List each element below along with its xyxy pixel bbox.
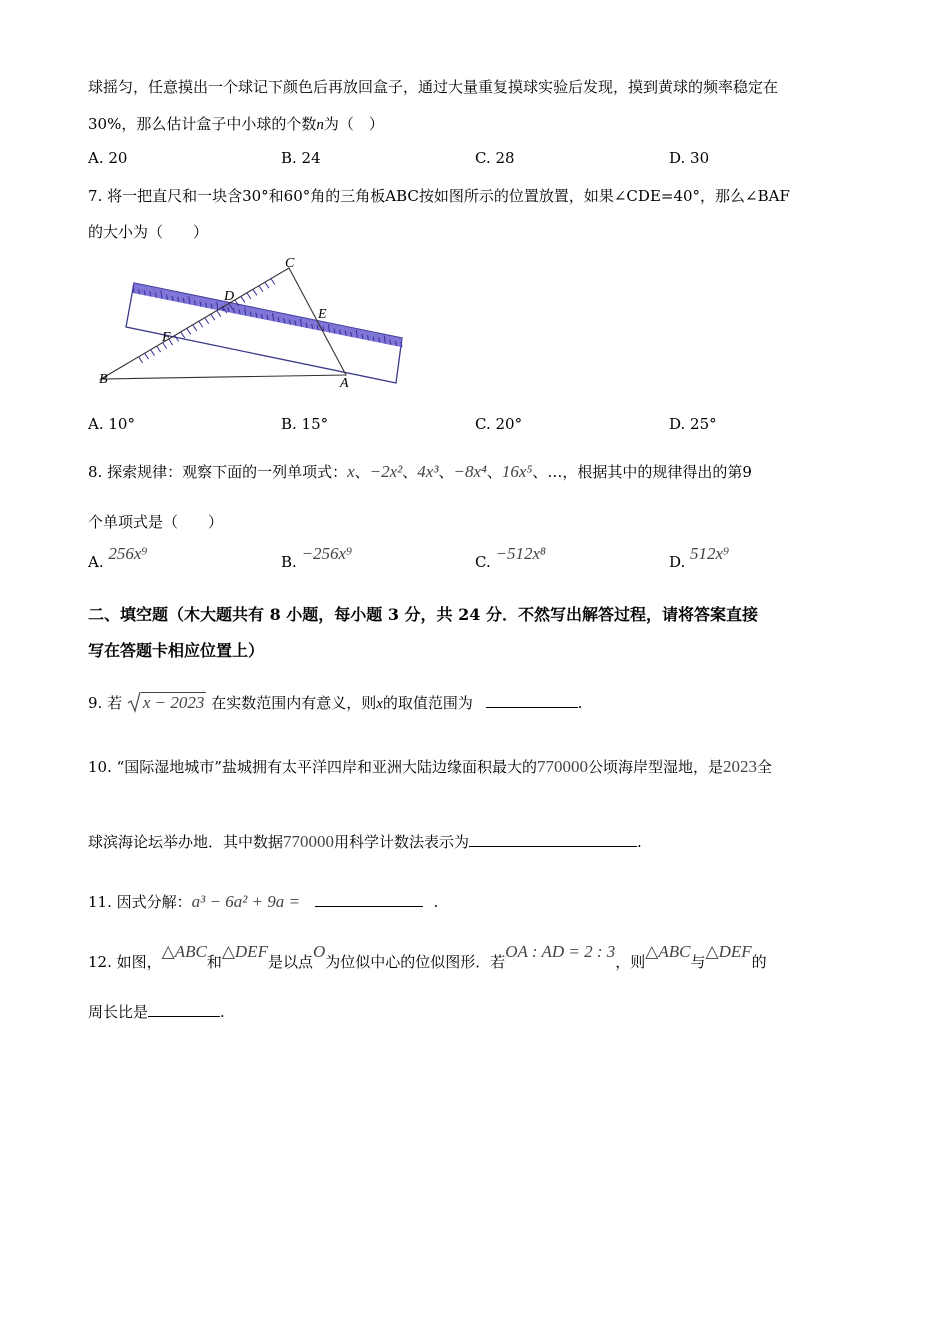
section2-heading-line2: 写在答题卡相应位置上） [88,641,265,660]
q12-line1: 12. 如图，△ABC和△DEF是以点O为位似中心的位似图形．若OA : AD = 2 : 3，则△ABC与△DEF的 [88,942,767,971]
label-e: E [318,307,327,322]
q10-line2: 球滨海论坛举办地．其中数据770000用科学计数法表示为 . [88,832,642,851]
q7-line1: 7. 将一把直尺和一块含30°和60°角的三角板ABC按如图所示的位置放置，如果∠CDE=40°，那么∠BAF [88,187,790,205]
q7-figure [96,255,416,395]
q8-option-b[interactable]: B. −256x⁹ [281,544,353,571]
q8-term: −2x² [369,462,403,481]
q9-line: 9. 若 x − 2023 在实数范围内有意义，则x的取值范围为 . [88,693,583,712]
q11-line: 11. 因式分解：a³ − 6a² + 9a = . [88,892,439,911]
q10-answer-blank[interactable] [469,832,637,847]
q10-line1: 10. “国际湿地城市”盐城拥有太平洋四岸和亚洲大陆边缘面积最大的770000公顷海岸型湿地，是2023全 [88,757,772,776]
label-d: D [224,289,235,304]
q8-term: x [347,462,355,481]
q7-option-b[interactable]: B. 15° [281,415,329,433]
label-f: F [162,330,171,345]
q8-term: … [547,463,563,481]
q6-line1: 球摇匀，任意摸出一个球记下颜色后再放回盒子，通过大量重复摸球实验后发现，摸到黄球的频率稳定在 [88,78,779,96]
q8-term: −8x⁴ [453,462,487,481]
q6-option-a[interactable]: A. 20 [88,149,128,167]
triangle-scale-tick [241,296,245,302]
label-b: B [99,372,108,387]
triangle-scale-tick [253,289,257,295]
triangle-scale-tick [247,293,251,299]
q11-answer-blank[interactable] [315,892,423,907]
q12-answer-blank[interactable] [148,1002,220,1017]
q8-term: 16x⁵ [501,462,533,481]
q7-option-c[interactable]: C. 20° [475,415,523,433]
q8-term: 4x³ [417,462,439,481]
q8-option-a[interactable]: A. 256x⁹ [88,544,148,571]
q8-option-c[interactable]: C. −512x⁸ [475,544,546,571]
q9-answer-blank[interactable] [486,693,578,708]
triangle-scale-tick [145,353,149,359]
q7-option-a[interactable]: A. 10° [88,415,135,433]
label-c: C [285,256,295,271]
triangle-scale-tick [265,282,269,288]
label-a: A [340,376,349,391]
q7-line2: 的大小为（ ） [88,223,209,241]
q6-option-d[interactable]: D. 30 [669,149,710,167]
q7-option-d[interactable]: D. 25° [669,415,717,433]
triangle-scale-tick [271,279,275,285]
section2-heading-line1: 二、填空题（木大题共有 8 小题，每小题 3 分，共 24 分．不然写出解答过程，请将答案直接 [88,605,758,624]
sqrt-icon [127,691,141,713]
triangle-scale-tick [151,350,155,356]
q6-line2: 30%，那么估计盒子中小球的个数n为（ ） [88,115,384,133]
q6-option-b[interactable]: B. 24 [281,149,321,167]
q8-line1: 8. 探索规律：观察下面的一列单项式：x、−2x²、4x³、−8x⁴、16x⁵、…，根据其中的规律得出的第9 [88,462,752,481]
q6-option-c[interactable]: C. 28 [475,149,515,167]
triangle-scale-tick [139,357,143,363]
q8-line2: 个单项式是（ ） [88,513,224,531]
q8-option-d[interactable]: D. 512x⁹ [669,544,730,571]
triangle-scale-tick [157,346,161,352]
triangle-scale-tick [259,286,263,292]
q12-line2: 周长比是 . [88,1003,225,1021]
